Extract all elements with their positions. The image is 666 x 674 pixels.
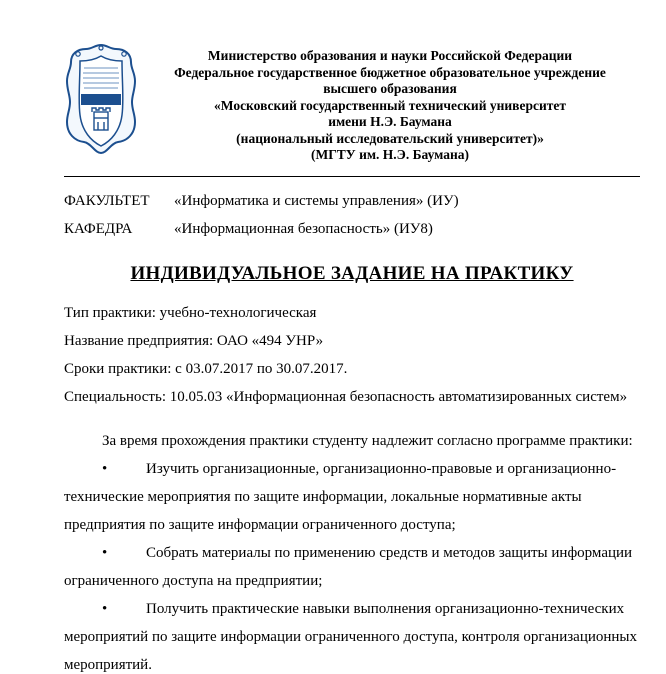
practice-details [64, 299, 640, 411]
header-line: имени Н.Э. Баумана [328, 114, 452, 129]
bullet-icon: • [102, 544, 108, 561]
document-header [64, 42, 640, 164]
department-row [64, 215, 640, 243]
enterprise-name-line: Название предприятия: ОАО «494 УНР» [64, 332, 324, 349]
bullet-item [64, 455, 640, 539]
header-divider [64, 176, 640, 177]
practice-type-line: Тип практики: учебно-технологическая [64, 304, 317, 321]
intro-paragraph: За время прохождения практики студенту надлежит согласно программе практики: [102, 432, 633, 449]
faculty-label: ФАКУЛЬТЕТ [64, 192, 150, 209]
bullet-text: Получить практические навыки выполнения организационно-технических мероприятий по защите информации ограниченного доступа, контроля организационных мероприятий. [64, 600, 638, 673]
header-line: высшего образования [323, 81, 457, 96]
assignment-body [64, 427, 640, 674]
header-text-block [140, 42, 640, 164]
bullet-item [64, 539, 640, 595]
org-section [64, 187, 640, 243]
department-label: КАФЕДРА [64, 220, 133, 237]
header-line: Министерство образования и науки Российской Федерации [207, 48, 573, 63]
bullet-text: Собрать материалы по применению средств и методов защиты информации ограниченного доступа на предприятии; [64, 544, 633, 589]
header-line: (МГТУ им. Н.Э. Баумана) [310, 147, 470, 162]
bullet-icon: • [102, 460, 108, 477]
faculty-value: «Информатика и системы управления» (ИУ) [174, 192, 459, 209]
practice-dates-line: Сроки практики: с 03.07.2017 по 30.07.2017. [64, 360, 348, 377]
bullet-icon: • [102, 600, 108, 617]
specialty-line: Специальность: 10.05.03 «Информационная безопасность автоматизированных систем» [64, 388, 628, 405]
bullet-item [64, 595, 640, 674]
header-line: Федеральное государственное бюджетное образовательное учреждение [174, 64, 606, 80]
header-line: (национальный исследовательский университет)» [236, 130, 544, 146]
document-title: ИНДИВИДУАЛЬНОЕ ЗАДАНИЕ НА ПРАКТИКУ [130, 262, 574, 284]
university-emblem-icon [62, 42, 140, 156]
bullet-text: Изучить организационные, организационно-правовые и организационно-технические мероприятия по защите информации, локальные нормативные акты предприятия по защите информации ограниченного доступа; [64, 460, 617, 533]
department-value: «Информационная безопасность» (ИУ8) [174, 220, 433, 237]
header-line: «Московский государственный технический университет [214, 97, 566, 113]
faculty-row [64, 187, 640, 215]
